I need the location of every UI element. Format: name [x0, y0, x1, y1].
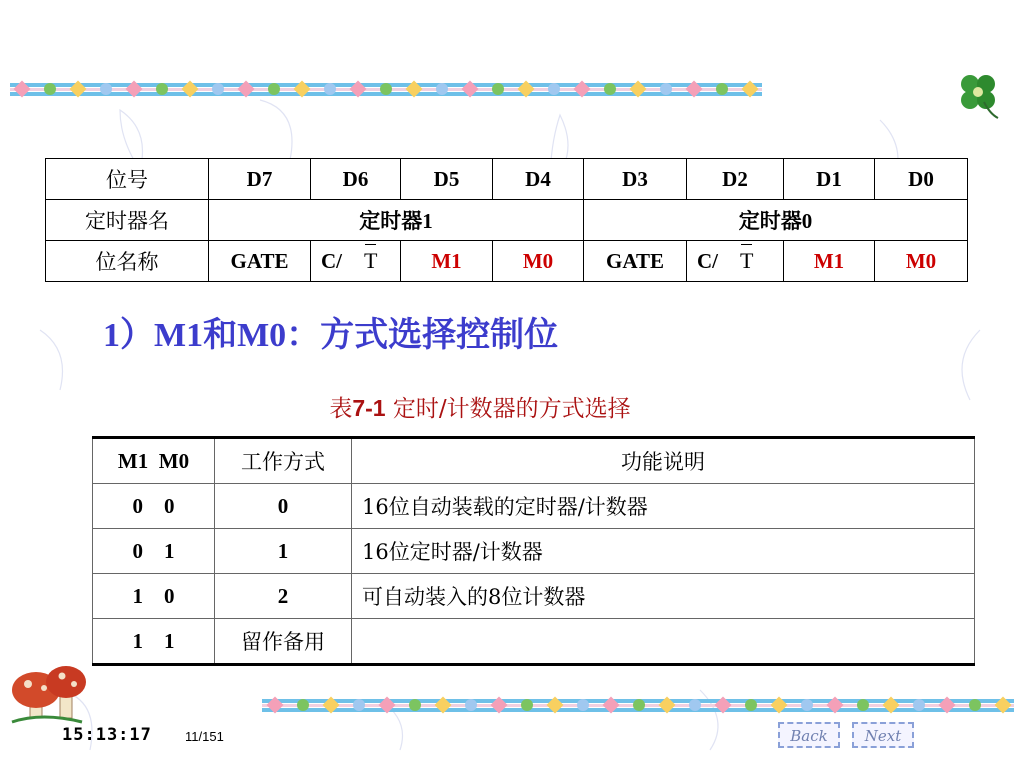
m0-bit-timer1: M0	[493, 241, 584, 282]
row-header-timer: 定时器名	[46, 200, 209, 241]
timer1-cell: 定时器1	[209, 200, 584, 241]
garland-bead	[212, 83, 224, 95]
m1-bit-timer0: M1	[784, 241, 875, 282]
table-header-row	[93, 438, 975, 484]
bit-cell: D1	[784, 159, 875, 200]
table-row-bit-number	[46, 159, 968, 200]
garland-bead	[100, 83, 112, 95]
top-garland	[10, 81, 762, 98]
table-caption	[0, 390, 960, 423]
garland-bead	[521, 699, 533, 711]
garland-bead	[913, 699, 925, 711]
garland-bead	[268, 83, 280, 95]
table-row	[93, 529, 975, 574]
timer0-cell: 定时器0	[584, 200, 968, 241]
page-number: 11/151	[185, 729, 224, 744]
bit-cell: D2	[687, 159, 784, 200]
clock-time: 15:13:17	[62, 725, 152, 745]
ct-bit-timer0	[687, 241, 784, 282]
garland-bead	[436, 83, 448, 95]
gate-bit-timer1: GATE	[209, 241, 311, 282]
m1m0-cell: 0 0	[93, 484, 215, 529]
m1-bit-timer1: M1	[401, 241, 493, 282]
garland-bead	[409, 699, 421, 711]
ct-prefix: C/	[697, 249, 718, 273]
t-overbar: T	[364, 248, 378, 273]
column-header-desc: 功能说明	[352, 438, 975, 484]
bottom-garland	[262, 697, 1014, 714]
m0-bit-timer0: M0	[875, 241, 968, 282]
m1m0-cell: 1 0	[93, 574, 215, 619]
table-row	[93, 484, 975, 529]
garland-bead	[353, 699, 365, 711]
garland-bead	[716, 83, 728, 95]
column-header-m1m0: M1 M0	[93, 438, 215, 484]
garland-bead	[465, 699, 477, 711]
garland-bead	[801, 699, 813, 711]
desc-cell	[352, 619, 975, 665]
table-row-timer-name	[46, 200, 968, 241]
row-header-bit: 位号	[46, 159, 209, 200]
table-row-bit-name	[46, 241, 968, 282]
gate-bit-timer0: GATE	[584, 241, 687, 282]
desc-cell: 16位自动装载的定时器/计数器	[352, 484, 975, 529]
bit-cell: D7	[209, 159, 311, 200]
m1m0-cell: 1 1	[93, 619, 215, 665]
bit-cell: D5	[401, 159, 493, 200]
mode-cell: 1	[215, 529, 352, 574]
ct-prefix: C/	[321, 249, 342, 273]
mode-cell: 留作备用	[215, 619, 352, 665]
mode-cell: 2	[215, 574, 352, 619]
caption-text: 定时/计数器的方式选择	[392, 396, 631, 422]
desc-cell: 16位定时器/计数器	[352, 529, 975, 574]
desc-cell: 可自动装入的8位计数器	[352, 574, 975, 619]
garland-bead	[380, 83, 392, 95]
t-overbar: T	[740, 248, 754, 273]
tmod-bit-table	[45, 158, 968, 282]
garland-bead	[604, 83, 616, 95]
caption-number: 7-1	[352, 395, 386, 421]
bit-cell: D4	[493, 159, 584, 200]
row-header-name: 位名称	[46, 241, 209, 282]
garland-bead	[548, 83, 560, 95]
mode-selection-table	[92, 436, 975, 666]
ct-bit-timer1	[311, 241, 401, 282]
bit-cell: D6	[311, 159, 401, 200]
garland-bead	[297, 699, 309, 711]
clover-icon	[961, 75, 998, 118]
caption-prefix: 表	[329, 396, 353, 422]
section-heading: 1）M1和M0：方式选择控制位	[103, 317, 559, 354]
column-header-mode: 工作方式	[215, 438, 352, 484]
table-row	[93, 619, 975, 665]
mushroom-icon	[12, 666, 86, 722]
garland-bead	[44, 83, 56, 95]
garland-bead	[156, 83, 168, 95]
garland-bead	[857, 699, 869, 711]
garland-bead	[633, 699, 645, 711]
garland-bead	[969, 699, 981, 711]
garland-bead	[492, 83, 504, 95]
table-row	[93, 574, 975, 619]
garland-bead	[745, 699, 757, 711]
garland-bead	[660, 83, 672, 95]
next-button[interactable]: Next	[852, 722, 914, 748]
mode-cell: 0	[215, 484, 352, 529]
bit-cell: D0	[875, 159, 968, 200]
back-button[interactable]: Back	[778, 722, 840, 748]
bit-cell: D3	[584, 159, 687, 200]
garland-bead	[689, 699, 701, 711]
garland-bead	[577, 699, 589, 711]
garland-bead	[324, 83, 336, 95]
m1m0-cell: 0 1	[93, 529, 215, 574]
